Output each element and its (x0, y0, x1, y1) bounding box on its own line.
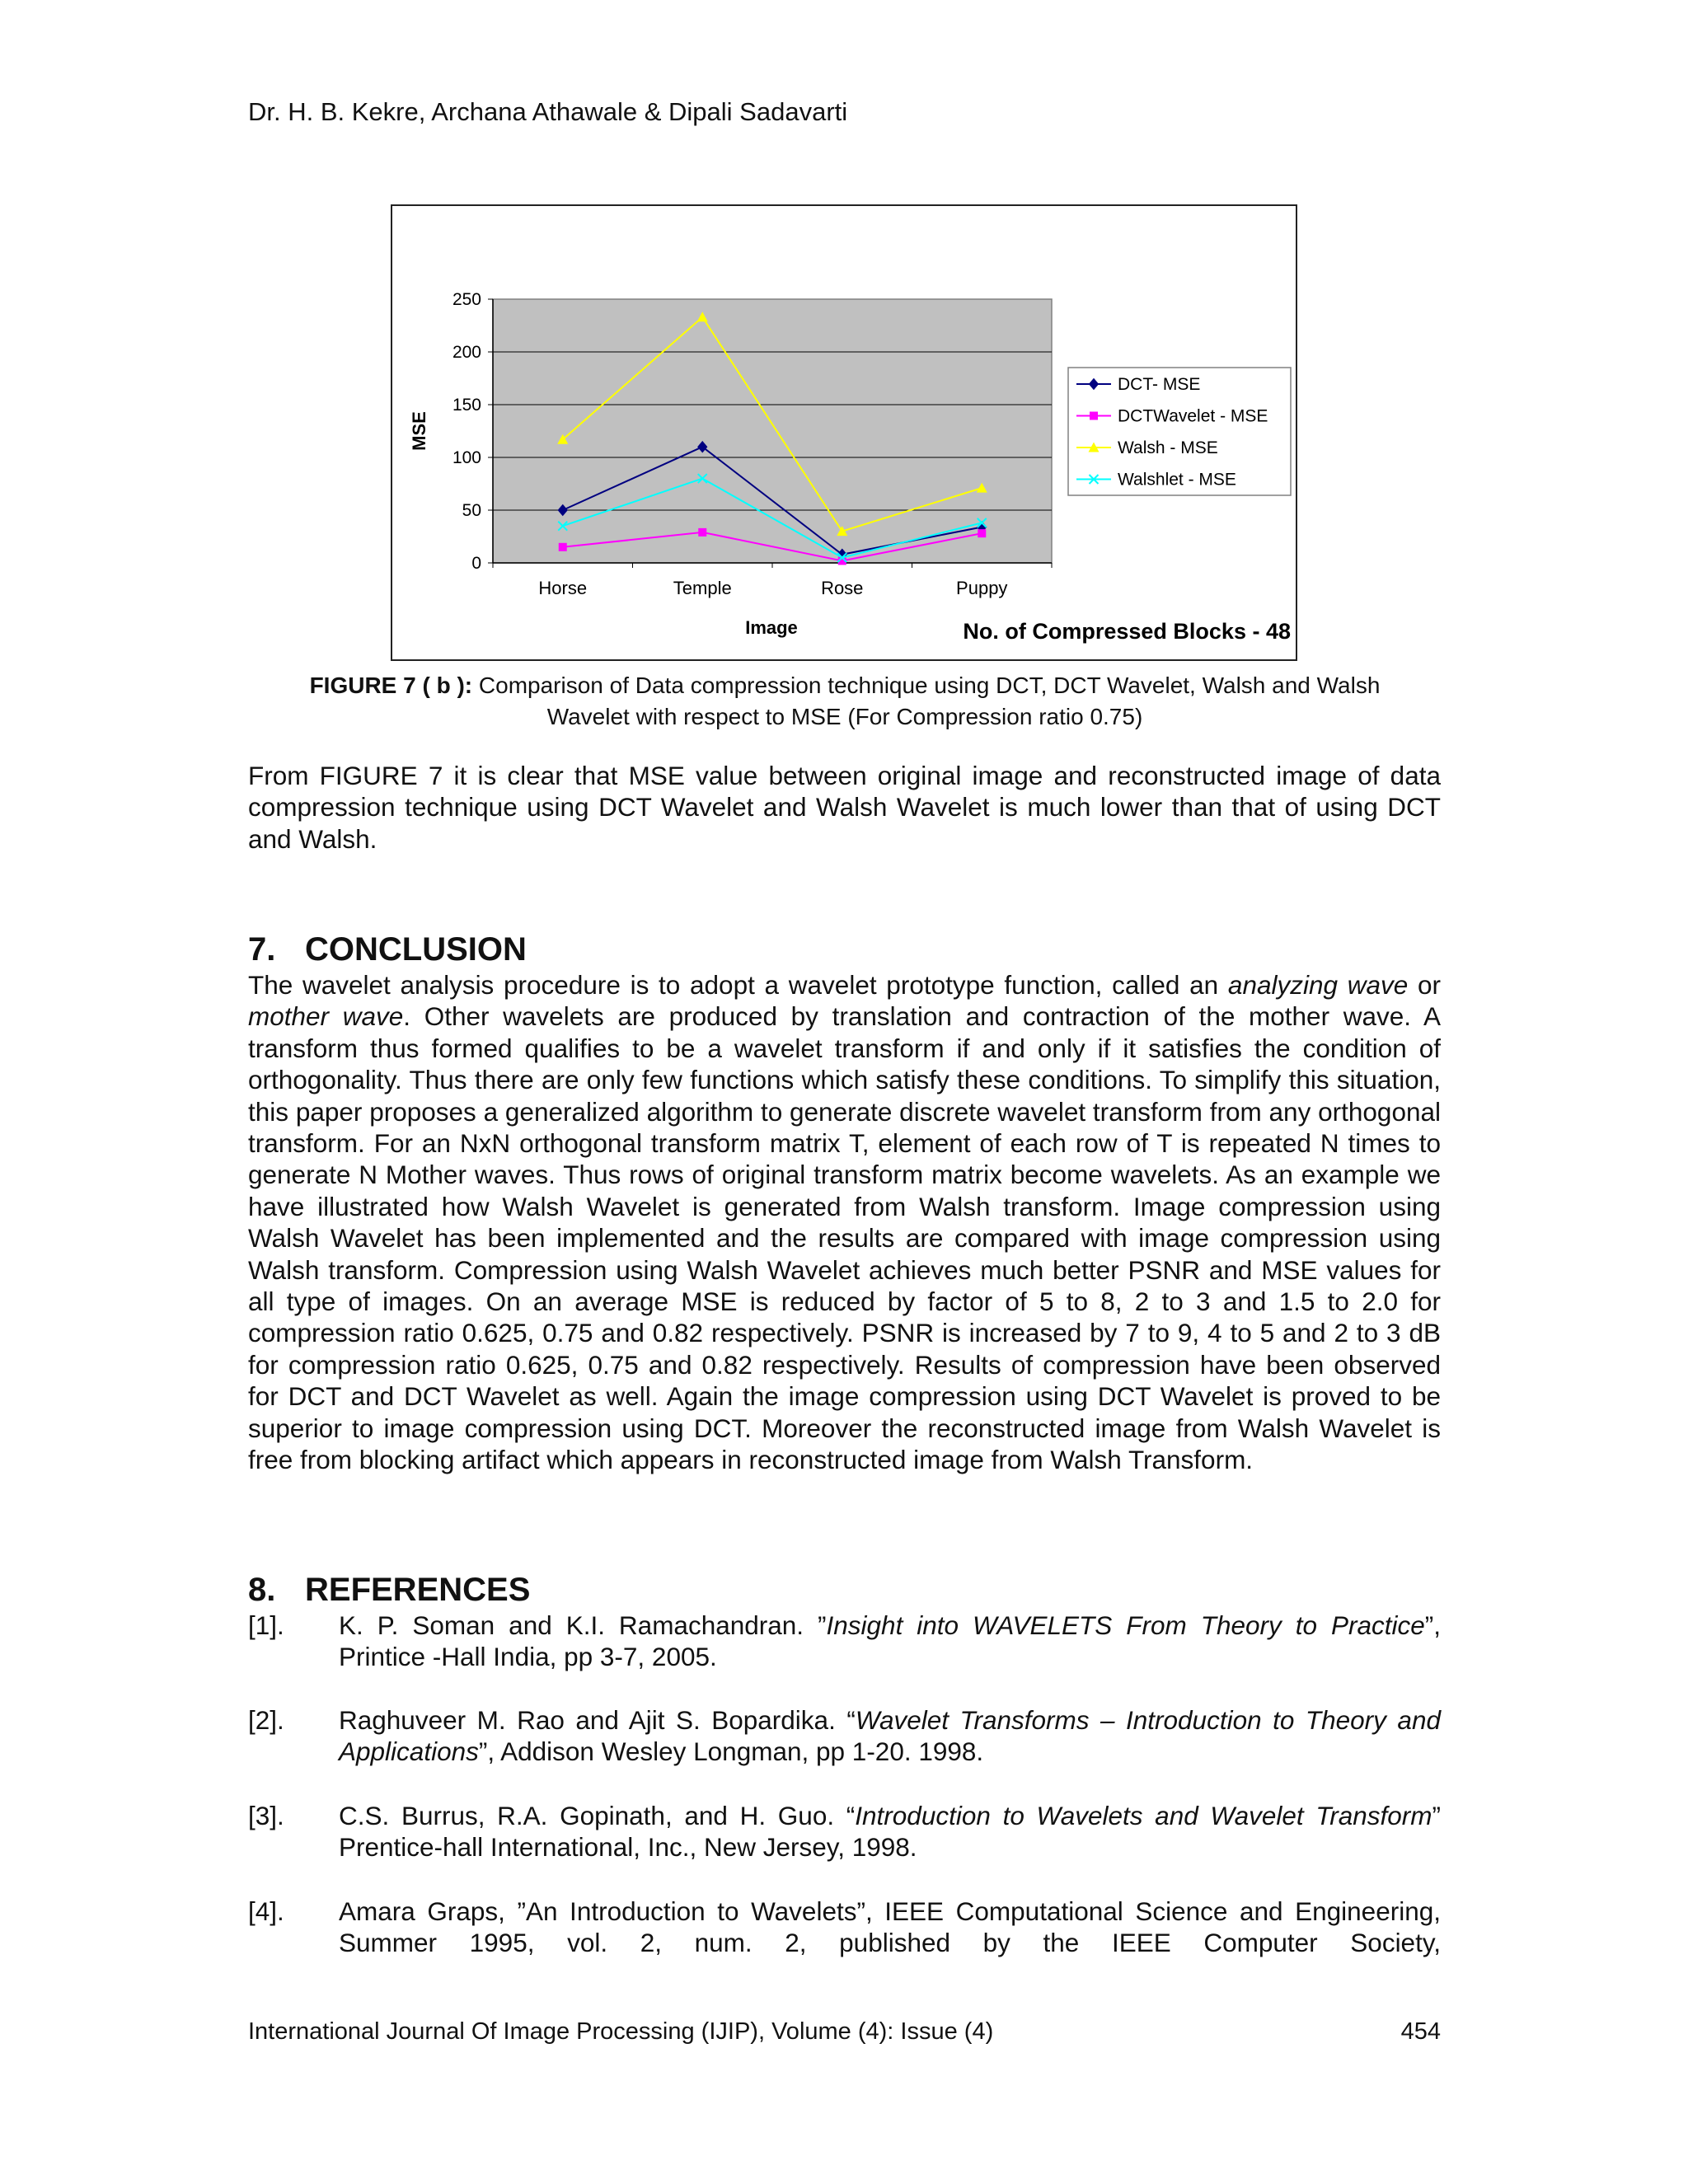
y-axis-label: MSE (409, 411, 429, 451)
running-header: Dr. H. B. Kekre, Archana Athawale & Dipali Sadavarti (248, 97, 848, 126)
conclusion-paragraph (248, 969, 1441, 1476)
reference-title: Insight into WAVELETS From Theory to Practice (826, 1610, 1425, 1640)
references-number: 8. (248, 1572, 276, 1608)
plot-area (493, 299, 1052, 563)
y-tick-label: 200 (452, 343, 481, 362)
conclusion-text-a: The wavelet analysis procedure is to adopt a wavelet prototype function, called an (248, 970, 1228, 1000)
reference-text: ”, Addison Wesley Longman, pp 1-20. 1998. (478, 1736, 984, 1767)
marker-square (978, 529, 986, 537)
x-axis-label: Image (745, 617, 798, 638)
references-heading (248, 1572, 530, 1609)
reference-text: Raghuveer M. Rao and Ajit S. Bopardika. “ (339, 1705, 856, 1735)
footer-journal: International Journal Of Image Processing (IJIP), Volume (4): Issue (4) (248, 2018, 994, 2045)
reference-number: [3]. (248, 1801, 284, 1830)
reference-text: ” Prentice-hall International, Inc., New Jersey, 1998. (339, 1801, 1442, 1863)
x-tick-label: Rose (821, 578, 864, 598)
reference-text: K. P. Soman and K.I. Ramachandran. ” (339, 1610, 827, 1640)
reference-text: ”, Printice -Hall India, pp 3-7, 2005. (339, 1610, 1441, 1672)
conclusion-text-c: . Other wavelets are produced by translation and contraction of the mother wave. A transform thus formed qualifies to be a wavelet transform if and only if it satisfies the condition of orthogonality. Thus there are only few functions which satisfy these conditions. To simplify this situation, this paper proposes a generalized algorithm to generate discrete wavelet transform from any orthogonal transform. For an NxN orthogonal transform matrix T, element of each row of T is repeated N times to generate N Mother waves. Thus rows of original transform matrix become wavelets. As an example we have illustrated how Walsh Wavelet is generated from Walsh transform. Image compression using Walsh Wavelet has been implemented and the results are compared with image compression using Walsh transform. Compression using Walsh Wavelet achieves much better PSNR and MSE values for all type of images. On an average MSE is reduced by factor of 5 to 8, 2 to 3 and 1.5 to 2.0 for compression ratio 0.625, 0.75 and 0.82 respectively. PSNR is increased by 7 to 9, 4 to 5 and 2 to 3 dB for compression ratio 0.625, 0.75 and 0.82 respectively. Results of compression have been observed for DCT and DCT Wavelet as well. Again the image compression using DCT Wavelet is proved to be superior to image compression using DCT. Moreover the reconstructed image from Walsh Wavelet is free from blocking artifact which appears in reconstructed image from Walsh Transform. (248, 1001, 1441, 1475)
reference-title: Introduction to Wavelets and Wavelet Transform (855, 1801, 1432, 1830)
legend-label: Walsh - MSE (1118, 438, 1218, 457)
figure-caption (247, 670, 1442, 733)
reference-number: [2]. (248, 1705, 284, 1735)
intro-paragraph: From FIGURE 7 it is clear that MSE value between original image and reconstructed image of data compression technique using DCT Wavelet and Walsh Wavelet is much lower than that of using DCT and Walsh. (248, 761, 1441, 854)
figure-caption-line2: Wavelet with respect to MSE (For Compression ratio 0.75) (546, 704, 1143, 729)
legend-label: Walshlet - MSE (1118, 470, 1236, 490)
legend-label: DCTWavelet - MSE (1118, 406, 1268, 426)
x-tick-label: Puppy (956, 578, 1008, 598)
figure-label: FIGURE 7 ( b ): (309, 673, 473, 698)
reference-title: Wavelet Transforms – Introduction to Theory and Applications (339, 1705, 1441, 1767)
marker-square (1090, 412, 1098, 420)
figure-caption-line1: Comparison of Data compression technique using DCT, DCT Wavelet, Walsh and Walsh (472, 673, 1381, 698)
conclusion-number: 7. (248, 931, 276, 968)
legend-label: DCT- MSE (1118, 375, 1201, 394)
term-analyzing-wave: analyzing wave (1227, 970, 1409, 1000)
marker-square (698, 528, 706, 537)
page-number: 454 (1400, 2018, 1441, 2045)
chart-svg (392, 206, 1299, 663)
references-title: REFERENCES (305, 1572, 531, 1608)
y-tick-label: 0 (471, 554, 481, 573)
reference-number: [4]. (248, 1896, 284, 1926)
y-tick-label: 250 (452, 290, 481, 309)
x-tick-label: Temple (673, 578, 732, 598)
figure-7b-chart (391, 204, 1297, 661)
y-tick-label: 150 (452, 396, 481, 415)
conclusion-heading (248, 931, 527, 968)
y-tick-label: 50 (462, 501, 481, 520)
chart-annotation: No. of Compressed Blocks - 48 (963, 619, 1291, 644)
reference-number: [1]. (248, 1610, 284, 1640)
conclusion-title: CONCLUSION (305, 931, 527, 968)
y-tick-label: 100 (452, 448, 481, 467)
reference-text: C.S. Burrus, R.A. Gopinath, and H. Guo. “ (339, 1801, 856, 1830)
conclusion-text-b: or (1408, 970, 1441, 1000)
reference-text: Amara Graps, ”An Introduction to Wavelets”, IEEE Computational Science and Engineering, Summer 1995, vol. 2, num. 2, published by the IEEE Computer Society, (339, 1896, 1441, 1958)
term-mother-wave: mother wave (248, 1001, 404, 1032)
marker-square (559, 543, 567, 551)
x-tick-label: Horse (538, 578, 588, 598)
